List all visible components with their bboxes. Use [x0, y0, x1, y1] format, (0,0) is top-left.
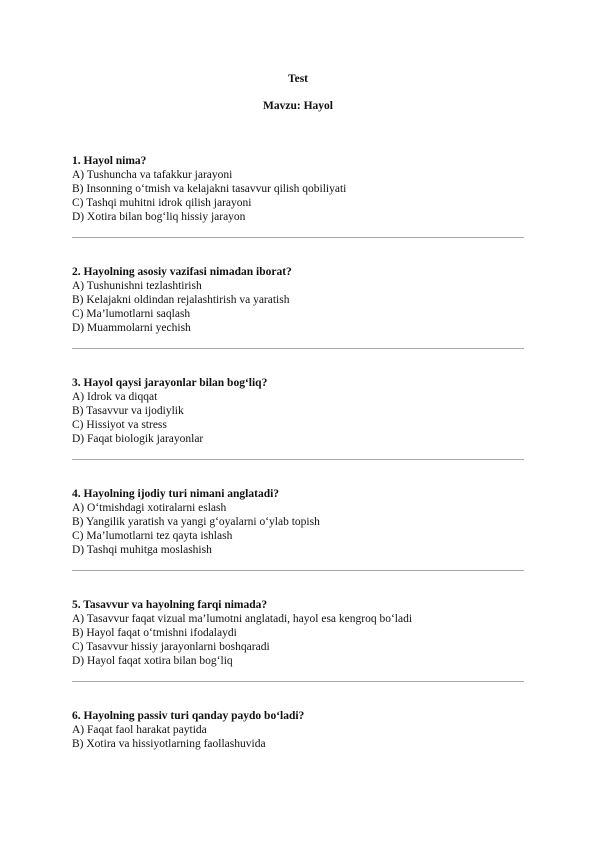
answer-option-c: C) Hissiyot va stress	[72, 419, 167, 431]
answer-option-d: D) Hayol faqat xotira bilan bog‘liq	[72, 655, 233, 667]
answer-option-a: A) Idrok va diqqat	[72, 391, 158, 403]
answer-option-d: D) Tashqi muhitga moslashish	[72, 544, 212, 556]
answer-option-c: C) Ma’lumotlarni saqlash	[72, 308, 191, 320]
question-title: 4. Hayolning ijodiy turi nimani anglatadi?	[72, 488, 280, 500]
question-title: 6. Hayolning passiv turi qanday paydo bo‘ladi?	[72, 710, 305, 722]
question-title: 2. Hayolning asosiy vazifasi nimadan iborat?	[72, 266, 292, 278]
answer-option-d: D) Xotira bilan bog‘liq hissiy jarayon	[72, 211, 246, 223]
answer-option-c: C) Tashqi muhitni idrok qilish jarayoni	[72, 197, 252, 209]
question-6	[72, 709, 524, 751]
question-4	[72, 487, 524, 557]
document-topic: Mavzu: Hayol	[263, 100, 333, 112]
answer-option-a: A) Tasavvur faqat vizual ma’lumotni anglatadi, hayol esa kengroq bo‘ladi	[72, 613, 413, 625]
question-title: 5. Tasavvur va hayolning farqi nimada?	[72, 599, 268, 611]
answer-option-b: B) Tasavvur va ijodiylik	[72, 405, 184, 417]
answer-option-b: B) Insonning o‘tmish va kelajakni tasavvur qilish qobiliyati	[72, 183, 347, 195]
answer-option-b: B) Xotira va hissiyotlarning faollashuvida	[72, 738, 266, 750]
answer-option-b: B) Hayol faqat o‘tmishni ifodalaydi	[72, 627, 237, 639]
question-title: 1. Hayol nima?	[72, 155, 147, 167]
question-5	[72, 598, 524, 668]
question-separator	[72, 459, 524, 460]
answer-option-c: C) Tasavvur hissiy jarayonlarni boshqaradi	[72, 641, 270, 653]
question-separator	[72, 348, 524, 349]
answer-option-a: A) Tushuncha va tafakkur jarayoni	[72, 169, 233, 181]
answer-option-b: B) Kelajakni oldindan rejalashtirish va yaratish	[72, 294, 290, 306]
answer-option-c: C) Ma’lumotlarni tez qayta ishlash	[72, 530, 233, 542]
answer-option-a: A) O‘tmishdagi xotiralarni eslash	[72, 502, 227, 514]
answer-option-a: A) Faqat faol harakat paytida	[72, 724, 207, 736]
question-1	[72, 154, 524, 224]
answer-option-a: A) Tushunishni tezlashtirish	[72, 280, 202, 292]
question-separator	[72, 570, 524, 571]
answer-option-b: B) Yangilik yaratish va yangi g‘oyalarni o‘ylab topish	[72, 516, 320, 528]
question-title: 3. Hayol qaysi jarayonlar bilan bog‘liq?	[72, 377, 268, 389]
answer-option-d: D) Muammolarni yechish	[72, 322, 191, 334]
document-title: Test	[287, 73, 309, 85]
answer-option-d: D) Faqat biologik jarayonlar	[72, 433, 204, 445]
question-separator	[72, 237, 524, 238]
question-2	[72, 265, 524, 335]
question-3	[72, 376, 524, 446]
question-separator	[72, 681, 524, 682]
